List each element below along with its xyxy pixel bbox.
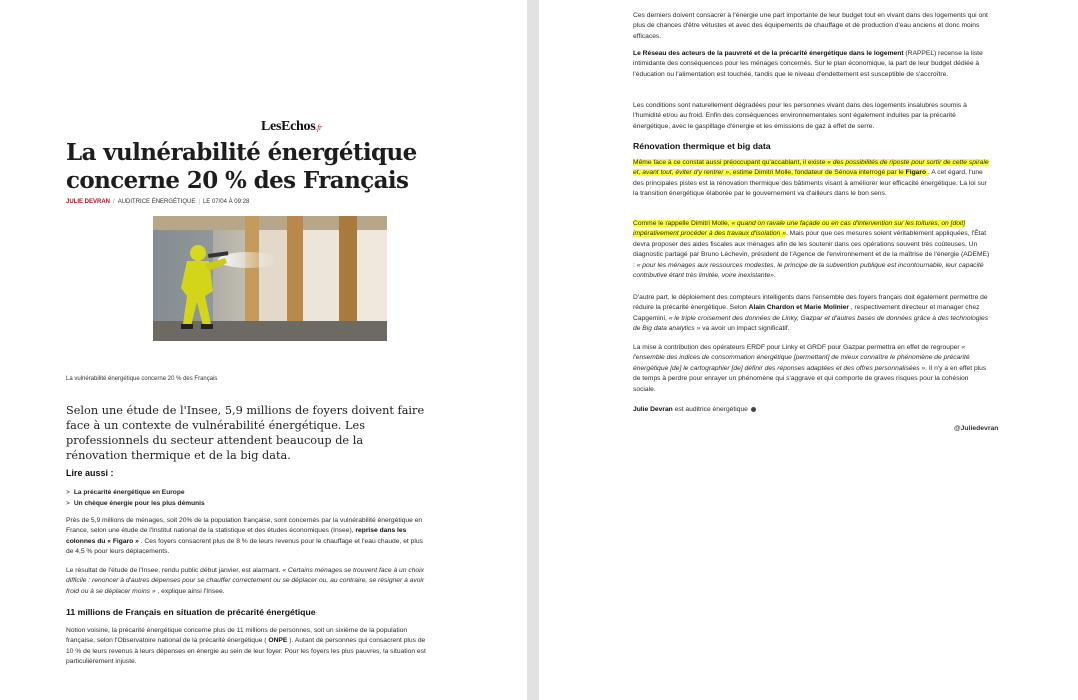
rappel-link[interactable]: Le Réseau des acteurs de la pauvreté et de la précarité énergétique dans le logement <box>633 50 904 57</box>
article-lead: Selon une étude de l'Insee, 5,9 millions de foyers doivent faire face à un contexte de vulnérabilité énergétique. Les professionnels du secteur attendent beaucoup de la rénovation thermique et de la big data. <box>66 404 425 462</box>
insulation-worker-image <box>153 216 387 341</box>
onpe-link[interactable]: ONPE <box>268 637 288 645</box>
article-title: La vulnérabilité énergétique concerne 20 % des Français <box>66 139 417 194</box>
photo-caption: La vulnérabilité énergétique concerne 20 % des Français <box>66 376 218 382</box>
section-heading: Rénovation thermique et big data <box>633 141 771 151</box>
twitter-handle[interactable]: @Juliedevran <box>954 425 999 432</box>
twitter-icon <box>751 407 756 412</box>
lesechos-logo: LesEchos.fr <box>261 119 322 134</box>
section-heading: 11 millions de Français en situation de précarité énergétique <box>66 607 316 617</box>
paragraph: Près de 5,9 millions de ménages, soit 20% de la population française, sont concernés par la vulnérabilité énergétique en France, selon une étude de l'Institut national de la statistique et des études économiques (Insee), reprise dans les colonnes du « Figaro » . Ces foyers consacrent plus de 8 % de leurs revenus pour le chauffage et l'eau chaude, et plus de 4,5 % pour leurs déplacements. <box>66 517 423 556</box>
paragraph: Comme le rappelle Dimitri Molle, « quand on ravale une façade ou en cas d'intervention sur les toitures, on [doit] impérativement procéder à des travaux d'isolation ». Mais pour que ces mesures soient véritablement appliquées, l'État devra proposer des aides fiscales aux ménages afin de les soutenir dans ces opérations souvent très coûteuses. Un diagnostic partagé par Bruno Léchevin, président de l'Agence de l'environnement et de la maîtrise de l'énergie (ADEME) : « pour les ménages aux ressources modestes, le principe de la subvention publique est incontournable, leur capacité contributive étant très limitée, voire inexistante». <box>633 220 990 280</box>
byline: JULIE DEVRAN / AUDITRICE ÉNERGÉTIQUE | LE 07/04 À 09:28 <box>66 199 250 205</box>
related-link[interactable]: > La précarité énergétique en Europe <box>66 489 185 496</box>
highlighted-text: Même face à ce constat aussi préoccupant qu'accablant, il existe « des possibilités de riposte pour sortir de cette spirale et, avant tout, éviter d'y rentrer », estime Dimitri Molle, fondateur de Sénova interrogé par le Figaro <box>633 159 989 177</box>
paragraph: Les conditions sont naturellement dégradées pour les personnes vivant dans des logements insalubres soumis à l'humidité et/ou au froid. Enfin des conséquences environnementales sont également induites par la précarité énergétique, avec le gaspillage d'énergie et les émissions de gaz à effet de serre. <box>633 102 967 130</box>
author-link[interactable]: JULIE DEVRAN <box>66 199 111 205</box>
paragraph: La mise à contribution des opérateurs ERDF pour Linky et GRDF pour Gazpar permettra en effet de regrouper « l'ensemble des indices de consommation énergétique [permettant] de mieux connaître le phénomène de précarité énergétique [de] le cartographier [de] définir des réponses adaptées et des offres personnalisées ». Il n'y a en effet plus de temps à perdre pour enrayer un phénomène qui s'aggrave et qui comporte de graves risques pour la cohésion sociale. <box>633 344 987 393</box>
related-links <box>66 487 426 509</box>
paragraph: D'autre part, le déploiement des compteurs intelligents dans l'ensemble des foyers français doit également permettre de réduire la précarité énergétique. Selon Alain Chardon et Marie Molinier , respectivement directeur et manager chez Capgemini, « le triple croisement des données de Linky, Gazpar et d'autres bases de données grâce à des technologies de Big data analytics » va avoir un impact significatif. <box>633 294 989 333</box>
author-signature: Julie Devran est auditrice énergétique <box>633 405 991 415</box>
author-role: AUDITRICE ÉNERGÉTIQUE <box>117 199 196 205</box>
lire-aussi-heading: Lire aussi : <box>66 468 114 478</box>
document-page-2 <box>539 0 1078 700</box>
paragraph: Ces derniers doivent consacrer à l'énergie une part importante de leur budget tout en vivant dans des logements qui ont plus de chances d'être vétustes et avec des équipements de chauffage et de production d'eau anciens et donc moins efficaces. <box>633 12 988 40</box>
article-photo <box>153 216 387 341</box>
document-page-1 <box>0 0 527 700</box>
paragraph: Le Réseau des acteurs de la pauvreté et de la précarité énergétique dans le logement (RAPPEL) recense la liste intimidante des conséquences pour les ménages concernés. Sur le plan économique, la part de leur budget dédiée à l'éducation ou l'alimentation est touchée, tandis que le niveau d'endettement est susceptible de s'accroître. <box>633 50 983 78</box>
paragraph: Le résultat de l'étude de l'Insee, rendu public début janvier, est alarmant. « Certains ménages se trouvent face à un choix difficile : renoncer à d'autres dépenses pour se chauffer correctement ou se déplacer ou, au contraire, se résigner à avoir froid ou à se déplacer moins » , explique ainsi l'Insee. <box>66 567 425 595</box>
paragraph: Même face à ce constat aussi préoccupant qu'accablant, il existe « des possibilités de riposte pour sortir de cette spirale et, avant tout, éviter d'y rentrer », estime Dimitri Molle, fondateur de Sénova interrogé par le Figaro . A cet égard, l'une des principales pistes est la rénovation thermique des bâtiments visant à améliorer leur efficacité énergétique. La loi sur la transition énergétique élaborée par le gouvernement va d'ailleurs dans le bon sens. <box>633 159 989 198</box>
figaro-link[interactable]: Figaro <box>905 169 927 177</box>
paragraph: Notion voisine, la précarité énergétique concerne plus de 11 millions de personnes, soit un sixième de la population française, selon l'Observatoire national de la précarité énergétique ( ONPE ). Autant de personnes qui consacrent plus de 10 % de leurs revenus à leurs dépenses en énergie au sein de leur foyer. Pour les foyers les plus pauvres, la situation est particulièrement injuste. <box>66 627 426 666</box>
figaro-link[interactable]: reprise dans les colonnes du « Figaro » <box>66 527 407 545</box>
publish-date: LE 07/04 À 09:28 <box>202 199 250 205</box>
capgemini-authors-link[interactable]: Alain Chardon et Marie Molinier <box>748 304 849 312</box>
highlighted-text: Comme le rappelle Dimitri Molle, « quand on ravale une façade ou en cas d'intervention sur les toitures, on [doit] impérativement procéder à des travaux d'isolation » <box>633 220 966 238</box>
related-link[interactable]: > Un chèque énergie pour les plus démunis <box>66 500 205 507</box>
